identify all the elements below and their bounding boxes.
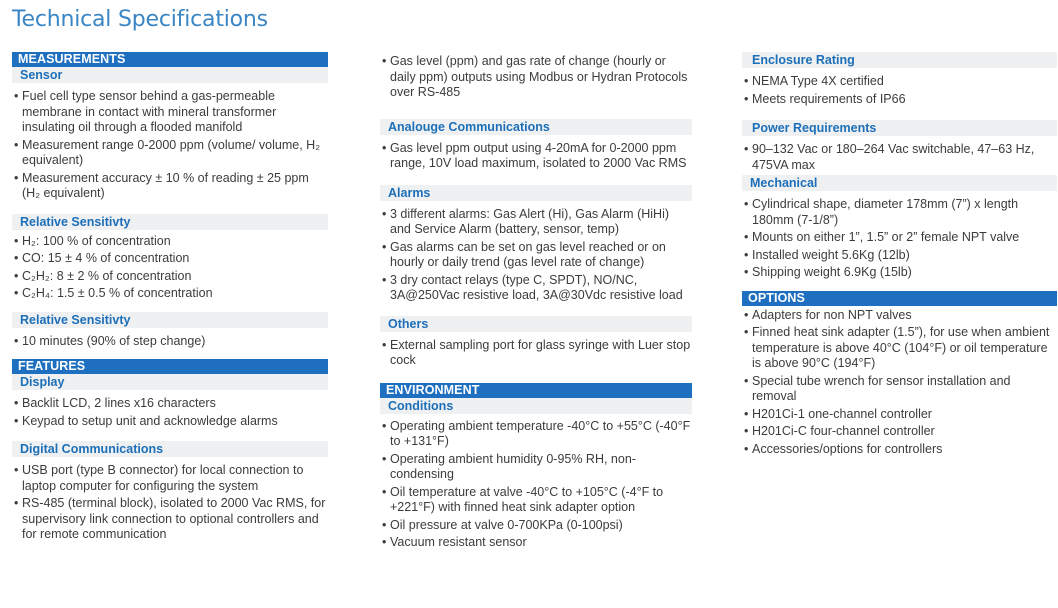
alarms-title: Alarms <box>380 185 692 201</box>
list-item: • Fuel cell type sensor behind a gas-permeable membrane in contact with mineral transformer insulating oil through a flooded manifold <box>12 89 328 136</box>
list-item: • Mounts on either 1”, 1.5” or 2” female NPT valve <box>742 230 1057 246</box>
power-requirements-title: Power Requirements <box>742 120 1057 136</box>
list-item: • 90–132 Vac or 180–264 Vac switchable, 47–63 Hz, 475VA max <box>742 142 1057 173</box>
list-item: • Gas alarms can be set on gas level reached or on hourly or daily trend (gas level rate of change) <box>380 240 692 271</box>
column-1 <box>12 52 328 543</box>
digital-communications-list <box>12 463 328 543</box>
conditions-title: Conditions <box>380 398 692 414</box>
measurements-header: MEASUREMENTS <box>12 52 328 67</box>
list-item: • Operating ambient humidity 0-95% RH, non-condensing <box>380 452 692 483</box>
sensor-title: Sensor <box>12 67 328 83</box>
list-item: • RS-485 (terminal block), isolated to 2000 Vac RMS, for supervisory link connection to optional controllers and for remote communication <box>12 496 328 543</box>
options-list <box>742 308 1057 458</box>
list-item: • Measurement accuracy ± 10 % of reading ± 25 ppm (H₂ equivalent) <box>12 171 328 202</box>
list-item: • Operating ambient temperature -40°C to +55°C (-40°F to +131°F) <box>380 419 692 450</box>
list-item: • Vacuum resistant sensor <box>380 535 692 551</box>
list-item: • NEMA Type 4X certified <box>742 74 1057 90</box>
list-item: • Backlit LCD, 2 lines x16 characters <box>12 396 328 412</box>
list-item: • 3 different alarms: Gas Alert (Hi), Gas Alarm (HiHi) and Service Alarm (battery, sensor, temp) <box>380 207 692 238</box>
list-item: • Special tube wrench for sensor installation and removal <box>742 374 1057 405</box>
display-list <box>12 396 328 429</box>
power-requirements-list <box>742 142 1057 173</box>
list-item: • Accessories/options for controllers <box>742 442 1057 458</box>
analogue-communications-title: Analouge Communications <box>380 119 692 135</box>
enclosure-rating-title: Enclosure Rating <box>742 52 1057 68</box>
list-item: • 10 minutes (90% of step change) <box>12 334 328 350</box>
list-item: • External sampling port for glass syringe with Luer stop cock <box>380 338 692 369</box>
mechanical-title: Mechanical <box>742 175 1057 191</box>
alarms-list <box>380 207 692 304</box>
list-item: • Gas level ppm output using 4-20mA for 0-2000 ppm range, 10V load maximum, isolated to 2000 Vac RMS <box>380 141 692 172</box>
list-item: • 3 dry contact relays (type C, SPDT), NO/NC, 3A@250Vac resistive load, 3A@30Vdc resistive load <box>380 273 692 304</box>
mechanical-list <box>742 197 1057 281</box>
list-item: • Finned heat sink adapter (1.5”), for use when ambient temperature is above 40°C (104°F) or oil temperature is above 90°C (194°F) <box>742 325 1057 372</box>
relative-sensitivity-title: Relative Sensitivty <box>12 214 328 230</box>
list-item: • C₂H₂: 8 ± 2 % of concentration <box>12 269 328 285</box>
list-item: • C₂H₄: 1.5 ± 0.5 % of concentration <box>12 286 328 302</box>
response-time-list <box>12 334 328 350</box>
list-item: • Oil temperature at valve -40°C to +105°C (-4°F to +221°F) with finned heat sink adapter option <box>380 485 692 516</box>
digital-communications-cont-list <box>380 54 692 101</box>
list-item: • Measurement range 0-2000 ppm (volume/ volume, H₂ equivalent) <box>12 138 328 169</box>
list-item: • Gas level (ppm) and gas rate of change (hourly or daily ppm) outputs using Modbus or Hydran Protocols over RS-485 <box>380 54 692 101</box>
features-header: FEATURES <box>12 359 328 374</box>
relative-sensitivity-list <box>12 234 328 302</box>
list-item: • H₂: 100 % of concentration <box>12 234 328 250</box>
analogue-communications-list <box>380 141 692 172</box>
list-item: • CO: 15 ± 4 % of concentration <box>12 251 328 267</box>
conditions-list <box>380 419 692 551</box>
display-title: Display <box>12 374 328 390</box>
list-item: • Keypad to setup unit and acknowledge alarms <box>12 414 328 430</box>
column-2 <box>380 52 692 551</box>
list-item: • USB port (type B connector) for local connection to laptop computer for configuring the system <box>12 463 328 494</box>
others-title: Others <box>380 316 692 332</box>
environment-header: ENVIRONMENT <box>380 383 692 398</box>
list-item: • Cylindrical shape, diameter 178mm (7”) x length 180mm (7-1/8”) <box>742 197 1057 228</box>
column-3 <box>742 52 1057 457</box>
others-list <box>380 338 692 369</box>
digital-communications-title: Digital Communications <box>12 441 328 457</box>
options-header: OPTIONS <box>742 291 1057 306</box>
sensor-list <box>12 89 328 202</box>
list-item: • Shipping weight 6.9Kg (15lb) <box>742 265 1057 281</box>
response-time-title: Relative Sensitivty <box>12 312 328 328</box>
enclosure-rating-list <box>742 74 1057 107</box>
list-item: • H201Ci-1 one-channel controller <box>742 407 1057 423</box>
list-item: • Meets requirements of IP66 <box>742 92 1057 108</box>
list-item: • Adapters for non NPT valves <box>742 308 1057 324</box>
list-item: • Installed weight 5.6Kg (12lb) <box>742 248 1057 264</box>
list-item: • H201Ci-C four-channel controller <box>742 424 1057 440</box>
page-title: Technical Specifications <box>12 7 268 32</box>
list-item: • Oil pressure at valve 0-700KPa (0-100psi) <box>380 518 692 534</box>
